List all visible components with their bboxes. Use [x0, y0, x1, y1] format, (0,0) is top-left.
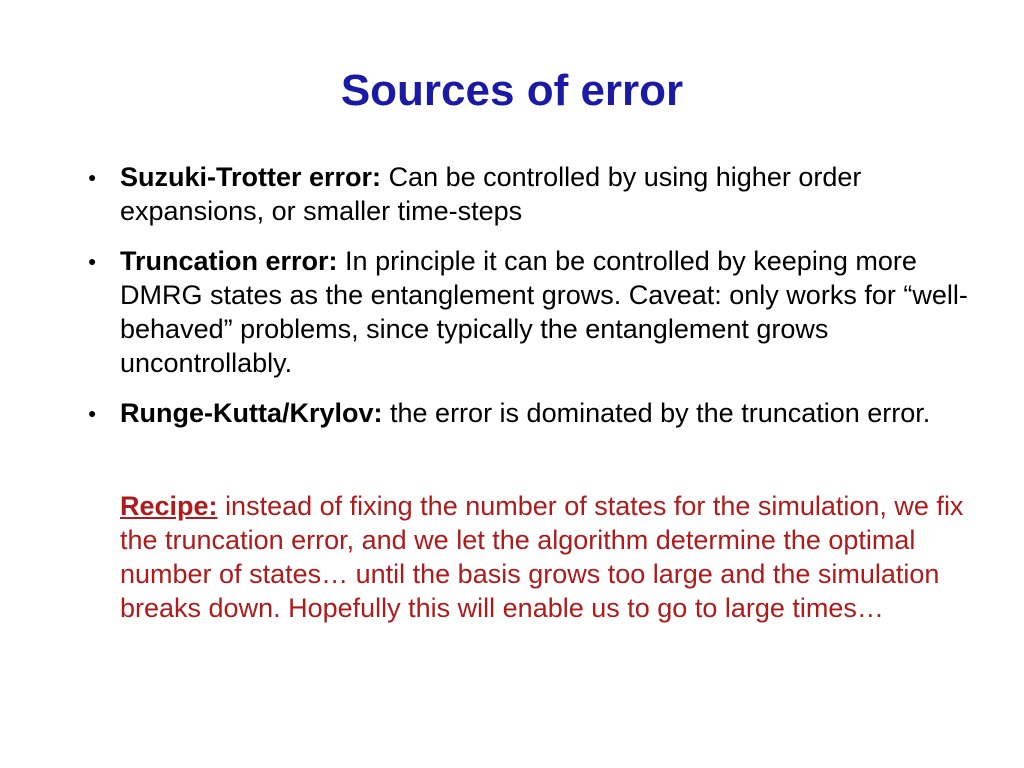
bullet-term: Truncation error: [120, 246, 338, 276]
bullet-text: In principle it can be controlled by keeping more DMRG states as the entanglement grows. Caveat: only works for “well-behaved” problems, since typically the entanglement grows uncontrollably. [120, 246, 968, 378]
bullet-item-truncation [88, 244, 968, 380]
bullet-term: Runge-Kutta/Krylov: [120, 398, 383, 428]
bullet-dot-icon: ● [88, 169, 97, 185]
bullet-text: Can be controlled by using higher order expansions, or smaller time-steps [120, 162, 862, 226]
slide-title: Sources of error [340, 66, 684, 115]
recipe-term: Recipe: [120, 491, 218, 521]
bullet-term: Suzuki-Trotter error: [120, 162, 382, 192]
bullet-dot-icon: ● [88, 405, 97, 421]
recipe-text: instead of fixing the number of states for the simulation, we fix the truncation error, and we let the algorithm determine the optimal number of states… until the basis grows too large and the simulation breaks down. Hopefully this will enable us to go to large times… [120, 491, 964, 623]
recipe-paragraph [120, 489, 980, 625]
bullet-text: the error is dominated by the truncation error. [390, 398, 931, 428]
bullet-item-suzuki-trotter [88, 160, 968, 228]
bullet-list [88, 160, 968, 446]
bullet-item-runge-kutta [88, 396, 968, 430]
bullet-dot-icon: ● [88, 253, 97, 269]
